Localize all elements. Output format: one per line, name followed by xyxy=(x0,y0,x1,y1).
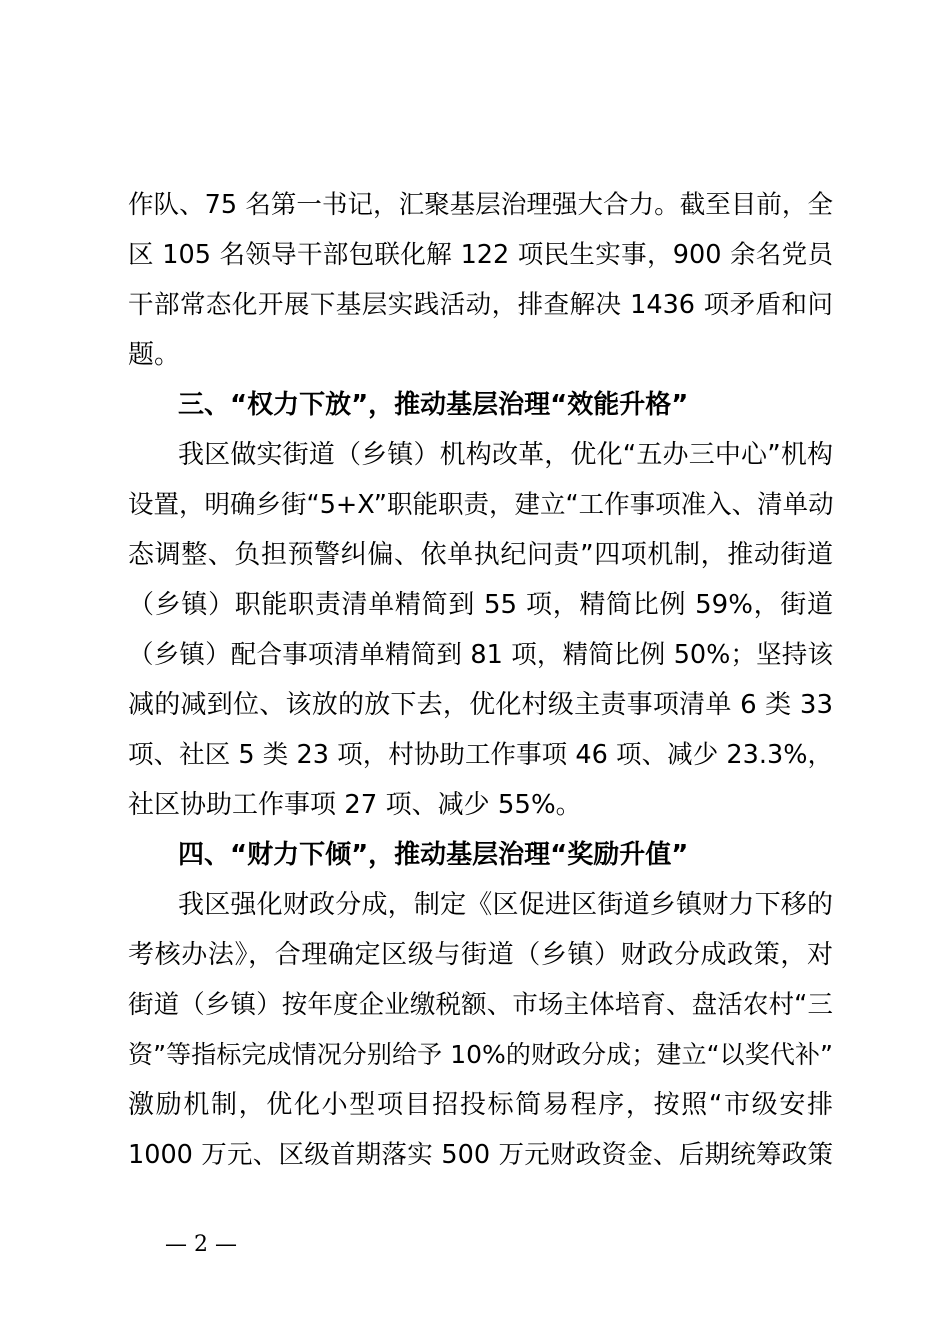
body-line-20: 1000 万元、区级首期落实 500 万元财政资金、后期统筹政策 xyxy=(128,1140,833,1170)
body-line-17: 街道（乡镇）按年度企业缴税额、市场主体培育、盘活农村“三 xyxy=(128,990,833,1020)
body-line-18: 资”等指标完成情况分别给予 10%的财政分成；建立“以奖代补” xyxy=(128,1040,833,1069)
body-line-6: 我区做实街道（乡镇）机构改革，优化“五办三中心”机构 xyxy=(178,440,833,470)
body-line-12: 项、社区 5 类 23 项，村协助工作事项 46 项、减少 23.3%， xyxy=(128,740,833,770)
body-line-7: 设置，明确乡街“5+X”职能职责，建立“工作事项准入、清单动 xyxy=(128,490,834,520)
body-line-8: 态调整、负担预警纠偏、依单执纪问责”四项机制，推动街道 xyxy=(128,540,833,570)
body-line-10: （乡镇）配合事项清单精简到 81 项，精简比例 50%；坚持该 xyxy=(128,640,833,670)
body-line-15: 我区强化财政分成，制定《区促进区街道乡镇财力下移的 xyxy=(178,890,833,920)
body-line-16: 考核办法》，合理确定区级与街道（乡镇）财政分成政策，对 xyxy=(128,940,833,970)
section-heading-4: 四、“财力下倾”，推动基层治理“奖励升值” xyxy=(178,840,689,870)
body-line-2: 区 105 名领导干部包联化解 122 项民生实事，900 余名党员 xyxy=(128,240,833,270)
body-line-19: 激励机制，优化小型项目招投标简易程序，按照“市级安排 xyxy=(128,1090,833,1120)
page-number: — 2 — xyxy=(165,1232,237,1257)
section-heading-3: 三、“权力下放”，推动基层治理“效能升格” xyxy=(178,390,689,420)
body-line-9: （乡镇）职能职责清单精简到 55 项，精简比例 59%，街道 xyxy=(128,590,833,620)
body-line-11: 减的减到位、该放的放下去，优化村级主责事项清单 6 类 33 xyxy=(128,690,833,720)
body-line-13: 社区协助工作事项 27 项、减少 55%。 xyxy=(128,790,582,820)
body-line-4: 题。 xyxy=(128,340,181,370)
body-line-3: 干部常态化开展下基层实践活动，排查解决 1436 项矛盾和问 xyxy=(128,290,833,320)
body-line-1: 作队、75 名第一书记，汇聚基层治理强大合力。截至目前，全 xyxy=(128,190,833,220)
